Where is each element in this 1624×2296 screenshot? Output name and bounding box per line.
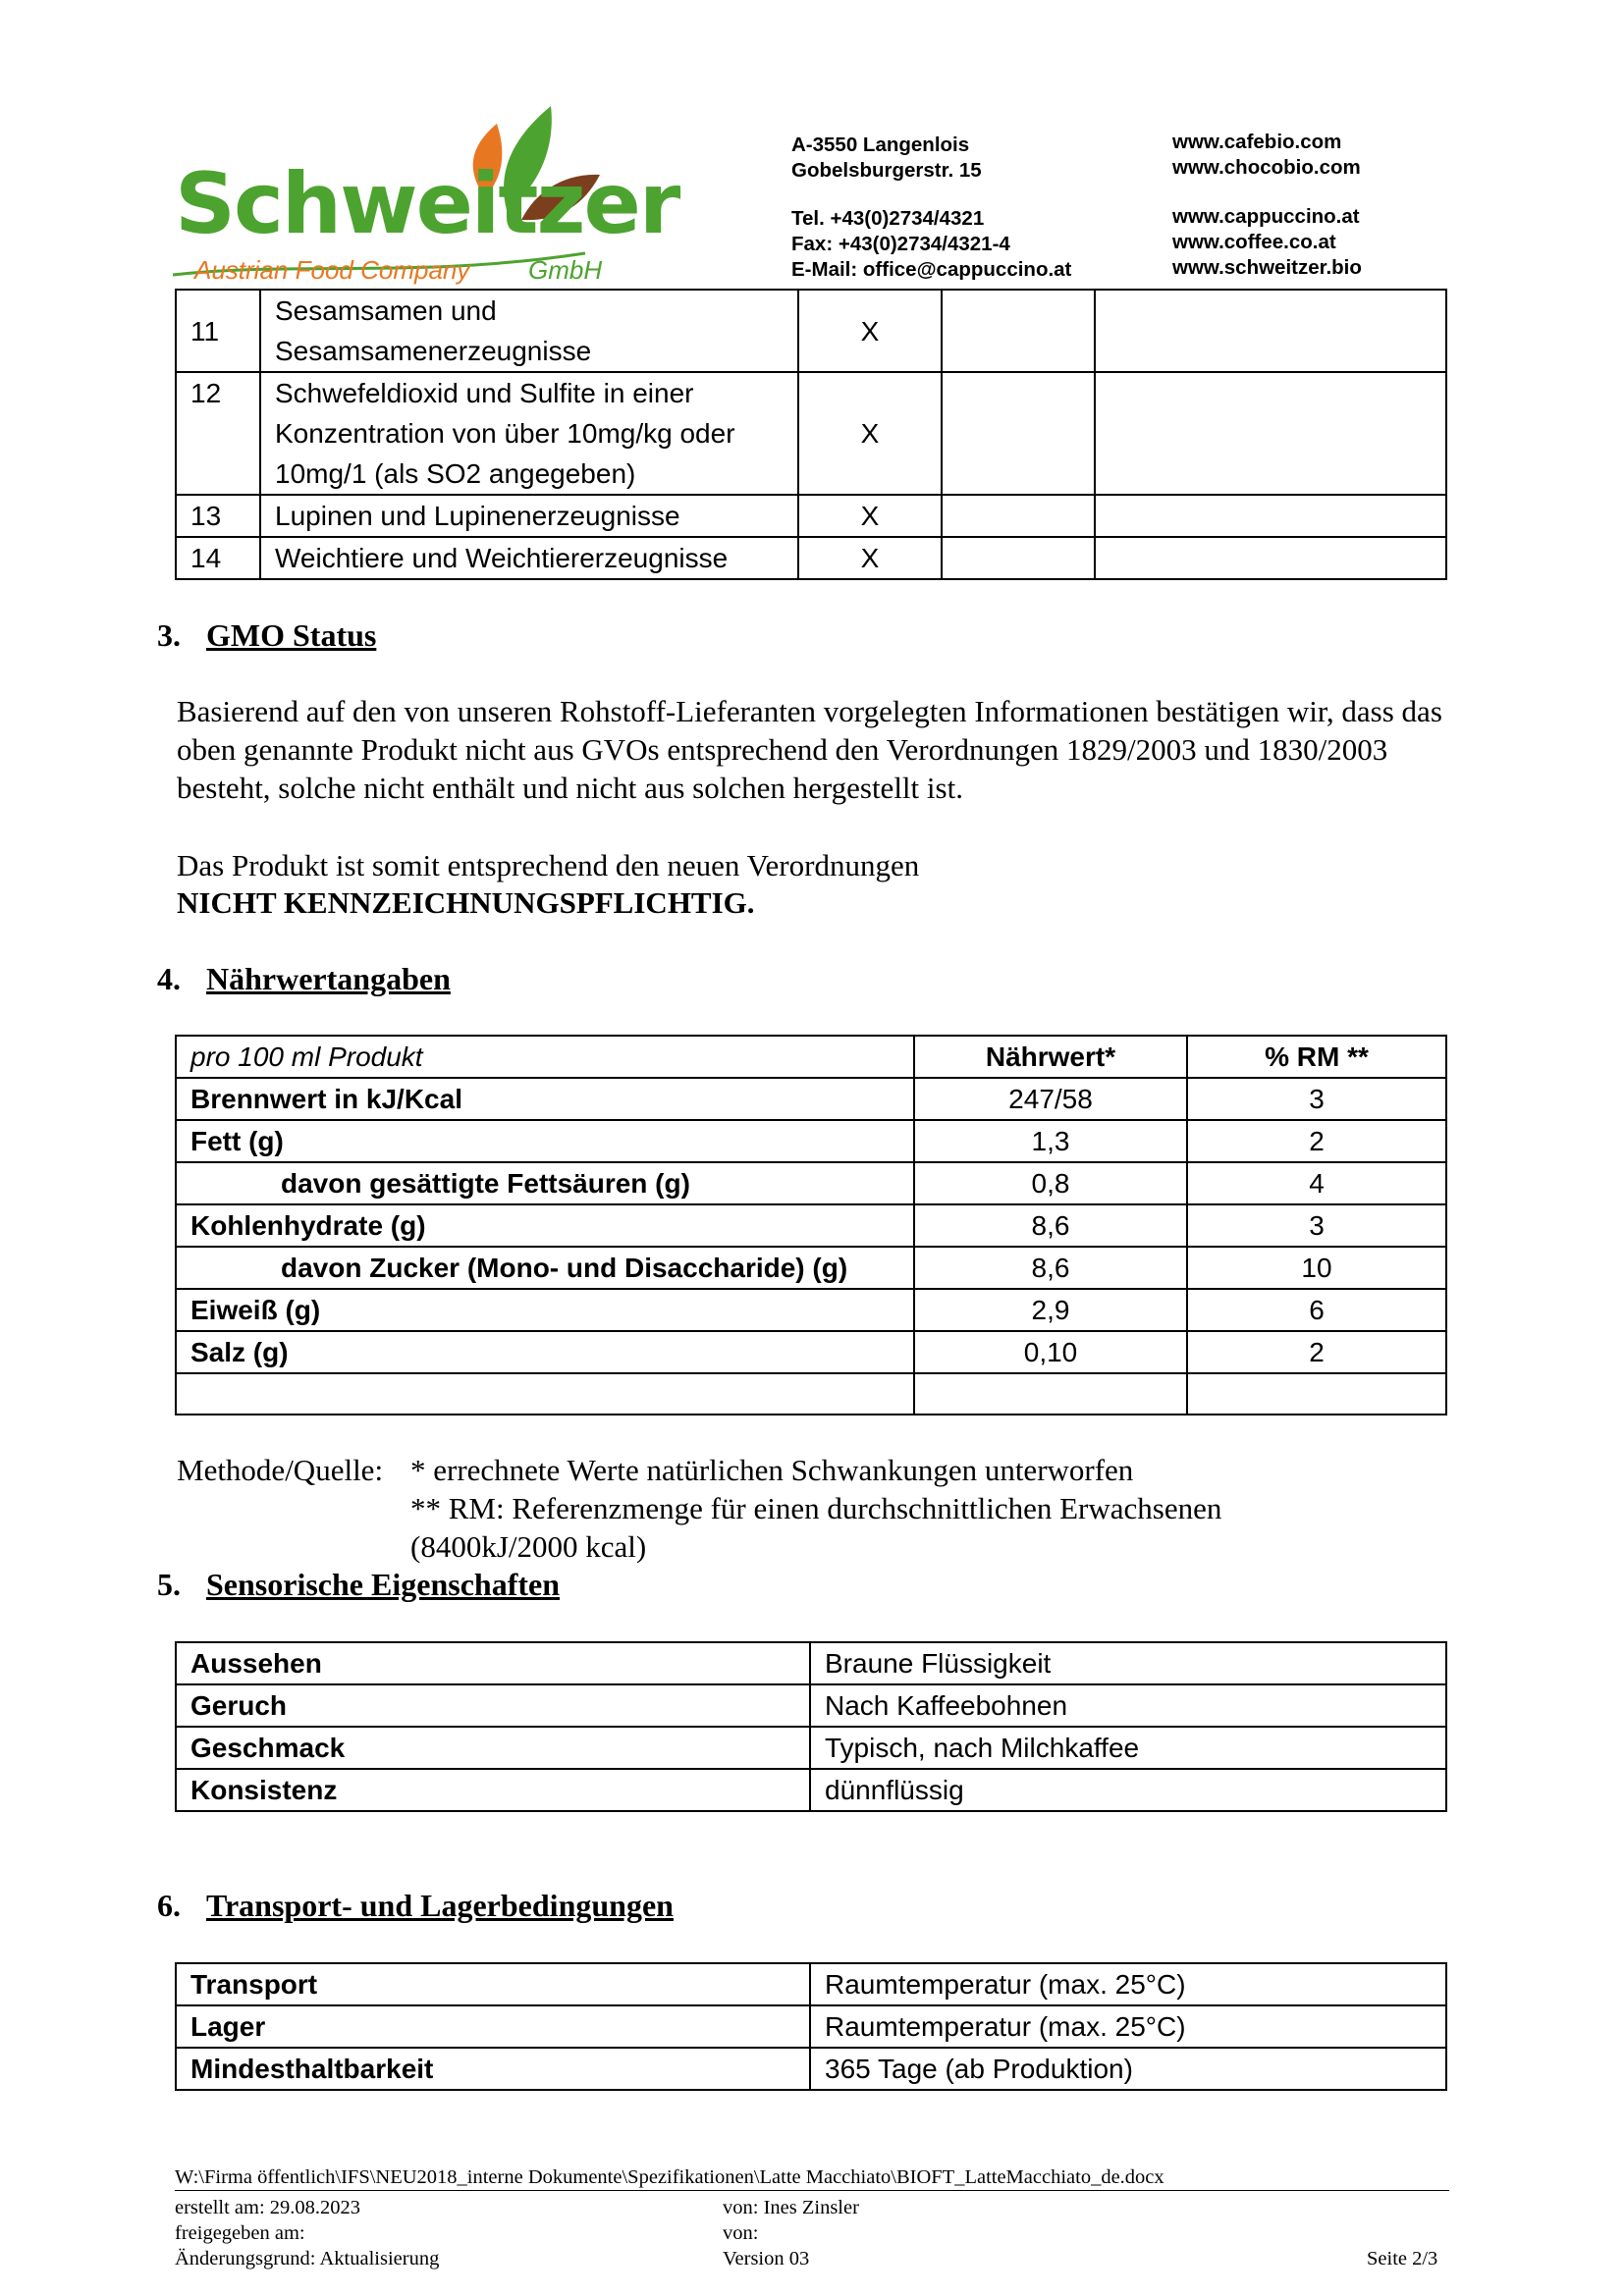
table-row [176,290,1446,372]
allergen-label: Lupinen und Lupinenerzeugnisse [260,495,798,537]
table-row [176,2048,1446,2090]
allergen-number: 13 [176,495,260,537]
empty-cell [176,1373,914,1415]
empty-cell [942,495,1095,537]
transport-value: Raumtemperatur (max. 25°C) [810,2005,1446,2048]
sensory-label: Geruch [176,1684,810,1727]
section-title: GMO Status [206,617,377,653]
transport-value: Raumtemperatur (max. 25°C) [810,1963,1446,2005]
sensory-value: Typisch, nach Milchkaffee [810,1727,1446,1769]
section-number: 5. [157,1567,181,1602]
nutrient-rm: 10 [1187,1247,1446,1289]
nutrient-value: 8,6 [914,1204,1187,1247]
nutrient-value: 1,3 [914,1120,1187,1162]
table-row [176,1078,1446,1120]
sensory-label: Konsistenz [176,1769,810,1811]
email-address: E-Mail: office@cappuccino.at [791,258,1072,281]
allergen-number: 12 [176,372,260,495]
allergen-label: Weichtiere und Weichtiererzeugnisse [260,537,798,579]
address-block [791,133,982,184]
method-line: ** RM: Referenzmenge für einen durchschnittlichen Erwachsenen [410,1491,1222,1525]
website-link[interactable]: www.coffee.co.at [1172,231,1336,253]
nutrient-value: 2,9 [914,1289,1187,1331]
empty-cell [1187,1373,1446,1415]
section-title: Nährwertangaben [206,961,451,996]
empty-cell [942,372,1095,495]
section-3-heading [157,615,376,655]
empty-cell [1095,372,1446,495]
section-6-heading [157,1886,674,1925]
allergen-mark: X [798,290,942,372]
nutrient-label: Kohlenhydrate (g) [176,1204,914,1247]
table-row [176,1642,1446,1684]
nutrient-value: 0,8 [914,1162,1187,1204]
address-line: A-3550 Langenlois [791,133,970,156]
allergen-label: Schwefeldioxid und Sulfite in einer Konzentration von über 10mg/kg oder 10mg/1 (als SO2 angegeben) [260,372,798,495]
nutrient-rm: 4 [1187,1162,1446,1204]
nutrient-rm: 6 [1187,1289,1446,1331]
sensory-label: Geschmack [176,1727,810,1769]
table-row [176,1162,1446,1204]
table-row [176,537,1446,579]
logo-tagline: Austrian Food Company [194,255,470,285]
transport-label: Lager [176,2005,810,2048]
nutrient-rm: 2 [1187,1331,1446,1373]
empty-cell [1095,537,1446,579]
section-number: 3. [157,617,181,653]
method-label: Methode/Quelle: [177,1453,384,1487]
address-line: Gobelsburgerstr. 15 [791,159,982,182]
table-row-empty [176,1373,1446,1415]
allergen-mark: X [798,495,942,537]
nutrient-label: Salz (g) [176,1331,914,1373]
section-title: Sensorische Eigenschaften [206,1567,560,1602]
nutrition-table [175,1035,1447,1415]
empty-cell [942,537,1095,579]
table-row [176,1289,1446,1331]
nutrient-rm: 2 [1187,1120,1446,1162]
change-reason: Änderungsgrund: Aktualisierung [175,2248,440,2269]
file-path: W:\Firma öffentlich\IFS\NEU2018_interne Dokumente\Spezifikationen\Latte Macchiato\BIOFT_LatteMacchiato_de.docx [175,2166,1164,2188]
nutrient-rm: 3 [1187,1204,1446,1247]
allergen-number: 14 [176,537,260,579]
gmo-note: Das Produkt ist somit entsprechend den neuen Verordnungen [177,848,920,882]
nutrient-label: Eiweiß (g) [176,1289,914,1331]
sensory-value: dünnflüssig [810,1769,1446,1811]
nutrient-label: Brennwert in kJ/Kcal [176,1078,914,1120]
footer-divider [175,2190,1449,2191]
section-4-heading [157,959,451,998]
empty-cell [1095,495,1446,537]
method-line: (8400kJ/2000 kcal) [410,1529,647,1564]
fax-number: Fax: +43(0)2734/4321-4 [791,233,1010,255]
empty-cell [1095,290,1446,372]
table-row [176,2005,1446,2048]
logo-brand: Schweitzer [175,155,679,253]
transport-label: Mindesthaltbarkeit [176,2048,810,2090]
sensory-label: Aussehen [176,1642,810,1684]
approved-date: freigegeben am: [175,2222,305,2244]
table-row [176,1684,1446,1727]
column-header: pro 100 ml Produkt [176,1036,914,1078]
nutrient-label: davon gesättigte Fettsäuren (g) [176,1162,914,1204]
table-row [176,1204,1446,1247]
nutrient-value: 0,10 [914,1331,1187,1373]
column-header: % RM ** [1187,1036,1446,1078]
websites-block-1 [1172,130,1361,181]
website-link[interactable]: www.chocobio.com [1172,156,1361,179]
company-logo [173,94,679,287]
sensory-table [175,1641,1447,1812]
table-row [176,1331,1446,1373]
column-header: Nährwert* [914,1036,1187,1078]
nutrient-label: Fett (g) [176,1120,914,1162]
table-row [176,1727,1446,1769]
table-header-row [176,1036,1446,1078]
created-by: von: Ines Zinsler [723,2197,859,2218]
table-row [176,372,1446,495]
nutrient-label: davon Zucker (Mono- und Disaccharide) (g) [176,1247,914,1289]
transport-value: 365 Tage (ab Produktion) [810,2048,1446,2090]
table-row [176,1769,1446,1811]
gmo-note-bold: NICHT KENNZEICHNUNGSPFLICHTIG. [177,885,755,920]
sensory-value: Braune Flüssigkeit [810,1642,1446,1684]
logo-suffix: GmbH [528,255,603,285]
table-row [176,1120,1446,1162]
transport-table [175,1962,1447,2091]
section-number: 4. [157,961,181,996]
websites-block-2 [1172,204,1362,281]
sensory-value: Nach Kaffeebohnen [810,1684,1446,1727]
version-label: Version 03 [723,2248,810,2269]
contact-block [791,206,1071,283]
section-5-heading [157,1565,560,1604]
approved-by: von: [723,2222,759,2244]
website-link[interactable]: www.cafebio.com [1172,131,1342,153]
allergen-mark: X [798,372,942,495]
nutrient-rm: 3 [1187,1078,1446,1120]
table-row [176,1963,1446,2005]
allergen-number: 11 [176,290,260,372]
section-title: Transport- und Lagerbedingungen [206,1888,674,1923]
table-row [176,1247,1446,1289]
empty-cell [914,1373,1187,1415]
nutrient-value: 247/58 [914,1078,1187,1120]
page-number: Seite 2/3 [1367,2248,1438,2269]
transport-label: Transport [176,1963,810,2005]
method-line: * errechnete Werte natürlichen Schwankungen unterworfen [410,1453,1134,1487]
allergen-table [175,289,1447,580]
table-row [176,495,1446,537]
website-link[interactable]: www.schweitzer.bio [1172,256,1362,279]
gmo-paragraph: Basierend auf den von unseren Rohstoff-Lieferanten vorgelegten Informationen bestätigen wir, dass das oben genannte Produkt nicht aus GVOs entsprechend den Verordnungen 1829/2003 und 1830/2003 besteht, solche nicht enthält und nicht aus solchen hergestellt ist. [177,694,1442,805]
allergen-mark: X [798,537,942,579]
allergen-label: Sesamsamen und Sesamsamenerzeugnisse [260,290,798,372]
nutrient-value: 8,6 [914,1247,1187,1289]
phone-number: Tel. +43(0)2734/4321 [791,207,985,230]
section-number: 6. [157,1888,181,1923]
empty-cell [942,290,1095,372]
website-link[interactable]: www.cappuccino.at [1172,205,1360,228]
created-date: erstellt am: 29.08.2023 [175,2197,361,2218]
